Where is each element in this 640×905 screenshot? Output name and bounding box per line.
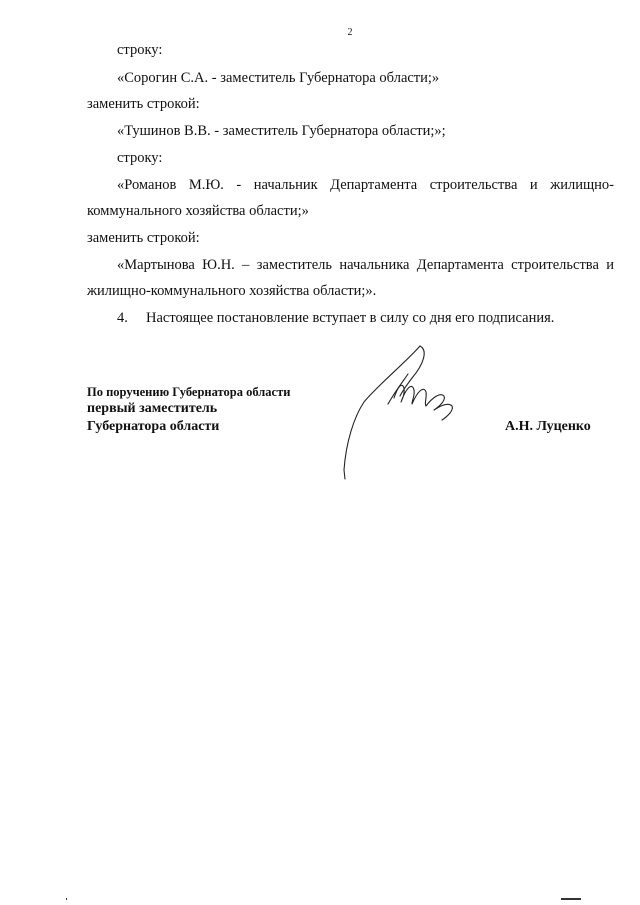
text-line-martynova-cont: жилищно-коммунального хозяйства области;». [87,283,377,299]
text-line-martynova: «Мартынова Ю.Н. – заместитель начальника Департамента строительства и [117,257,614,273]
scan-artifact [66,898,67,900]
text-line-romanov-cont: коммунального хозяйства области;» [87,203,309,219]
text-line-sorogin: «Сорогин С.А. - заместитель Губернатора области;» [117,70,440,86]
text-line-string: строку: [117,150,163,166]
item-text: Настоящее постановление вступает в силу со дня его подписания. [146,310,555,326]
item-number: 4. [117,310,128,326]
handwritten-signature [336,342,466,482]
signer-position-line1: первый заместитель [87,401,218,416]
text-line-replace: заменить строкой: [87,96,200,112]
text-line-replace: заменить строкой: [87,230,200,246]
text-line-string: строку: [117,42,163,58]
on-behalf-label: По поручению Губернатора области [87,385,291,399]
signer-name: А.Н. Луценко [505,419,591,434]
page-number: 2 [347,27,353,38]
signer-position-line2: Губернатора области [87,419,220,434]
text-line-tushinov: «Тушинов В.В. - заместитель Губернатора области;»; [117,123,446,139]
text-line-romanov: «Романов М.Ю. - начальник Департамента строительства и жилищно- [117,177,614,193]
scan-artifact [561,898,581,900]
